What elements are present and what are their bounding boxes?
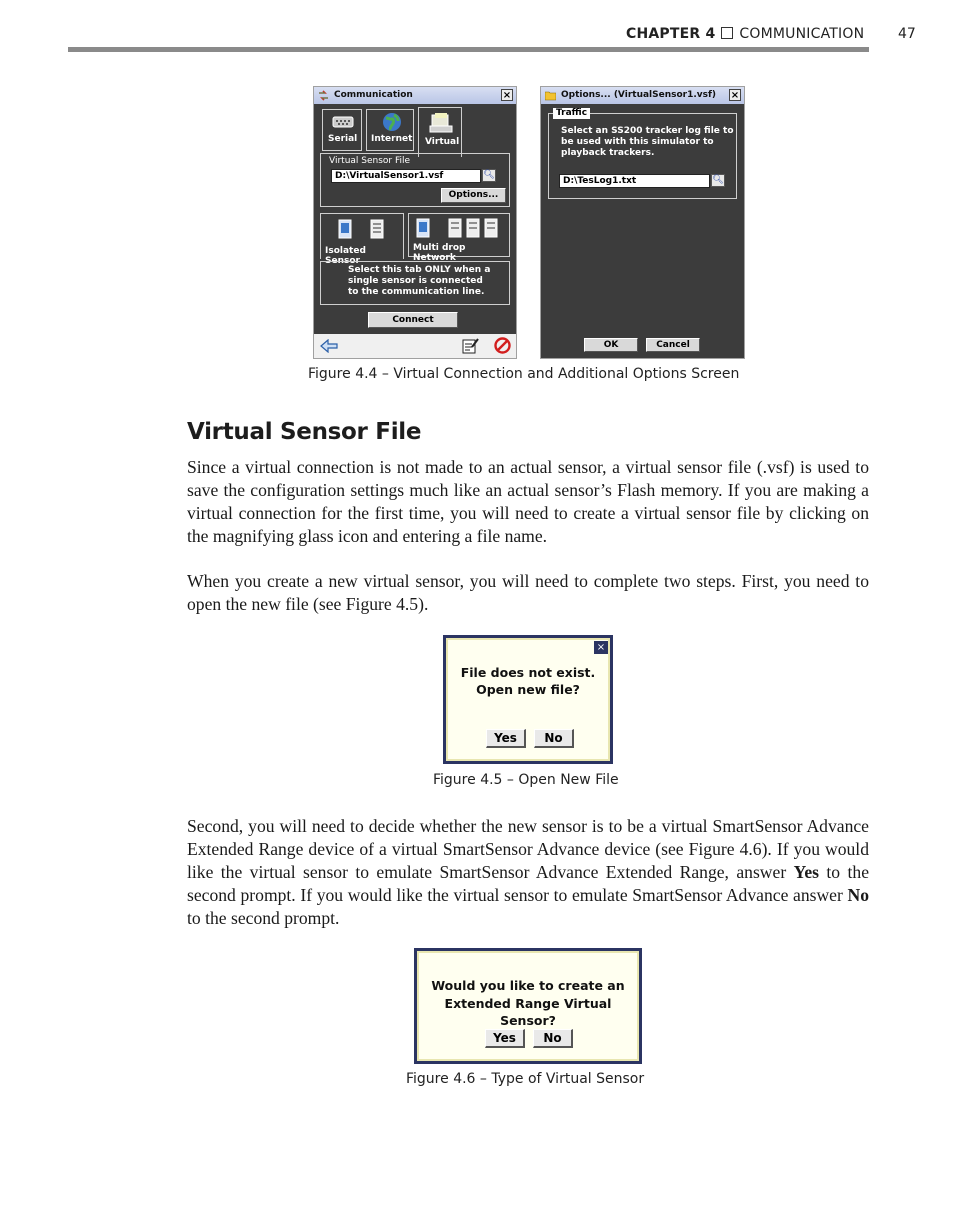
paragraph-3 xyxy=(187,815,869,930)
no-button[interactable]: No xyxy=(533,1029,573,1048)
options-desc-3: playback trackers. xyxy=(561,148,655,158)
multi-drop-label: Multi drop Network xyxy=(413,243,466,263)
virtual-file-input[interactable]: D:\VirtualSensor1.vsf xyxy=(331,169,481,183)
paragraph-3-part-a: Second, you will need to decide whether the new sensor is to be a virtual SmartSensor Advance Extended Range device of a virtual SmartSensor Advance device (see Figure 4.6). If you would like the virtual sensor to emulate SmartSensor Advance Extended Range, answer xyxy=(187,816,869,882)
globe-icon xyxy=(382,112,402,132)
close-icon[interactable]: × xyxy=(502,90,512,101)
communication-titlebar xyxy=(314,87,516,104)
communication-app-icon xyxy=(318,90,329,101)
dialog-line-2: Open new file? xyxy=(476,682,580,697)
open-new-file-dialog xyxy=(443,635,613,764)
no-entry-icon[interactable] xyxy=(494,337,511,354)
answer-yes: Yes xyxy=(793,862,820,882)
figure-4-6-caption: Figure 4.6 – Type of Virtual Sensor xyxy=(406,1071,645,1087)
tab-virtual[interactable] xyxy=(418,107,462,157)
tab-isolated-sensor[interactable] xyxy=(320,213,404,266)
multi-drop-network-icon xyxy=(415,217,505,241)
paragraph-2: When you create a new virtual sensor, you will need to complete two steps. First, you need to open the new file (see Figure 4.5). xyxy=(187,571,869,614)
virtual-sensor-type-dialog xyxy=(414,948,642,1064)
answer-no: No xyxy=(847,885,869,905)
communication-bottom-bar xyxy=(314,334,516,358)
dialog-line-1: Would you like to create an xyxy=(431,978,625,993)
serial-port-icon xyxy=(332,115,354,129)
magnifying-glass-icon[interactable]: 🔍︎ xyxy=(712,175,724,185)
tab-internet-label: Internet xyxy=(371,134,413,144)
info-line-3: to the communication line. xyxy=(348,287,485,297)
info-line-1: Select this tab ONLY when a xyxy=(348,265,491,275)
folder-icon xyxy=(545,90,556,101)
options-desc-1: Select an SS200 tracker log file to xyxy=(561,126,734,136)
dialog-line-1: File does not exist. xyxy=(460,665,596,680)
edit-icon[interactable] xyxy=(462,337,479,354)
isolated-sensor-label: Isolated Sensor xyxy=(325,246,366,266)
paragraph-3-part-c: to the second prompt. xyxy=(187,908,340,928)
yes-button[interactable]: Yes xyxy=(485,1029,525,1048)
page-number: 47 xyxy=(898,26,916,42)
figure-4-5-caption: Figure 4.5 – Open New File xyxy=(433,772,619,788)
connect-button[interactable]: Connect xyxy=(368,312,458,328)
tab-internet[interactable] xyxy=(366,109,414,151)
header-rule xyxy=(68,47,869,52)
section-heading: Virtual Sensor File xyxy=(187,419,422,445)
chapter-label: CHAPTER 4 xyxy=(626,26,716,42)
close-icon[interactable]: × xyxy=(594,641,608,654)
ok-button[interactable]: OK xyxy=(584,338,638,352)
options-title: Options... (VirtualSensor1.vsf) xyxy=(561,90,717,100)
communication-title: Communication xyxy=(334,90,413,100)
options-window xyxy=(540,86,745,359)
no-button[interactable]: No xyxy=(534,729,574,748)
communication-window xyxy=(313,86,517,359)
traffic-log-file-input[interactable]: D:\TesLog1.txt xyxy=(559,174,710,188)
tab-serial[interactable] xyxy=(322,109,362,151)
tab-multi-drop-network[interactable] xyxy=(408,213,510,263)
info-line-2: single sensor is connected xyxy=(348,276,483,286)
yes-button[interactable]: Yes xyxy=(486,729,526,748)
options-desc-2: be used with this simulator to xyxy=(561,137,714,147)
figure-4-4-caption: Figure 4.4 – Virtual Connection and Additional Options Screen xyxy=(308,366,740,382)
options-titlebar xyxy=(541,87,744,104)
paragraph-1: Since a virtual connection is not made to an actual sensor, a virtual sensor file (.vsf) is used to save the configuration settings much like an actual sensor’s Flash memory. If you are making a virtual connection for the first time, you will need to create a virtual sensor file by clicking on the magnifying glass icon and entering a file name. xyxy=(187,457,869,546)
separator-box-icon xyxy=(721,27,733,39)
back-arrow-icon[interactable] xyxy=(320,339,338,353)
close-icon[interactable]: × xyxy=(730,90,740,101)
dialog-line-2: Extended Range Virtual Sensor? xyxy=(444,996,612,1028)
group-label: Virtual Sensor File xyxy=(329,156,411,166)
isolated-sensor-icon xyxy=(337,218,387,242)
options-button[interactable]: Options... xyxy=(441,188,506,203)
magnifying-glass-icon[interactable]: 🔍︎ xyxy=(483,170,495,180)
tab-serial-label: Serial xyxy=(328,134,358,144)
section-label: COMMUNICATION xyxy=(739,26,865,42)
paragraph-3-part-b: to the second prompt. If you would like the virtual sensor to emulate SmartSensor Advance answer xyxy=(187,862,869,905)
traffic-group-label: Traffic xyxy=(553,108,590,119)
tab-virtual-label: Virtual xyxy=(425,137,460,147)
running-header xyxy=(626,26,864,42)
virtual-device-icon xyxy=(429,112,453,134)
cancel-button[interactable]: Cancel xyxy=(646,338,700,352)
